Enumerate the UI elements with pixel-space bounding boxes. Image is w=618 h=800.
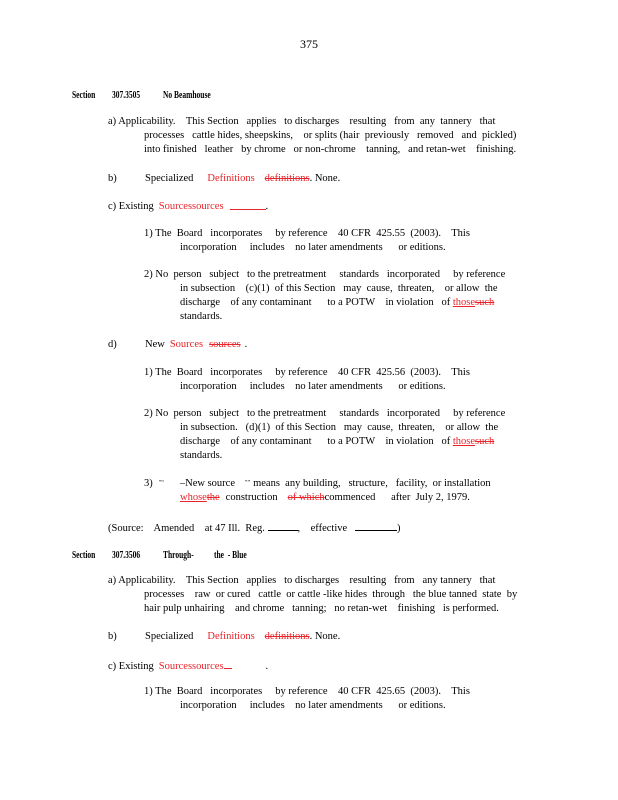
inserted-text: Definitions	[207, 173, 255, 184]
subsection-b-label: b)	[108, 173, 117, 184]
source-note	[108, 519, 401, 535]
source-note-close: )	[397, 523, 401, 534]
blank-line	[268, 519, 298, 531]
underline-extension	[224, 658, 232, 669]
inserted-text: Sources	[169, 339, 204, 350]
item-c1-line1: 1) The Board incorporates by reference 40 CFR 425.55 (2003). This	[144, 228, 470, 239]
subsection-b-text	[145, 172, 340, 185]
subsection-c-line	[108, 200, 268, 213]
item-d2-line4: standards.	[180, 450, 223, 461]
subsection-c-line	[108, 658, 268, 673]
deleted-text: of which	[287, 492, 325, 503]
item-c2-line1: 2) No person subject to the pretreatment standards incorporated by reference	[144, 269, 506, 280]
item-c2-line2: in subsection (c)(1) of this Section may cause, threaten, or allow the	[180, 283, 498, 294]
item-d3-text: construction	[225, 492, 278, 503]
subsection-d-tail: .	[244, 339, 248, 350]
subsection-a-line1: a) Applicability. This Section applies to discharges resulting from any tannery that	[108, 575, 496, 586]
deleted-text: the	[206, 492, 220, 503]
source-note-effective: , effective	[297, 523, 348, 534]
subsection-c-tail: .	[265, 201, 269, 212]
inserted-text: Definitions	[207, 631, 255, 642]
item-c2-line4: standards.	[180, 311, 223, 322]
item-d3-definition: means any building, structure, facility, or installation	[253, 478, 491, 489]
item-d2-line3	[180, 435, 494, 448]
item-d3-label: 3)	[144, 478, 153, 489]
deleted-text: definitions	[264, 173, 310, 184]
subsection-b-prefix: Specialized	[145, 173, 194, 184]
section-title-part2: the - Blue	[214, 548, 247, 561]
subsection-d-prefix: New	[145, 339, 165, 350]
item-d1-line2: incorporation includes no later amendments or editions.	[180, 381, 446, 392]
subsection-d-text	[145, 338, 247, 351]
item-d3-text-end: commenced after July 2, 1979.	[324, 492, 470, 503]
quote-mark: "”	[244, 480, 251, 486]
item-d2-line2: in subsection. (d)(1) of this Section may cause, threaten, or allow the	[180, 422, 499, 433]
item-c1-line1: 1) The Board incorporates by reference 40 CFR 425.65 (2003). This	[144, 686, 470, 697]
subsection-b-suffix: . None.	[309, 631, 341, 642]
item-d1-line1: 1) The Board incorporates by reference 40 CFR 425.56 (2003). This	[144, 367, 470, 378]
subsection-b-prefix: Specialized	[145, 631, 194, 642]
subsection-b-text	[145, 630, 340, 643]
deleted-text: definitions	[264, 631, 310, 642]
subsection-a-line2: processes cattle hides, sheepskins, or splits (hair previously removed and pickled)	[144, 130, 517, 141]
item-d3-line2	[180, 491, 470, 504]
item-c1-line2: incorporation includes no later amendments or editions.	[180, 700, 446, 711]
section-title-part1: Through-	[163, 548, 194, 561]
subsection-c-label: c) Existing	[108, 661, 154, 672]
subsection-c-tail: .	[265, 661, 269, 672]
section-label: Section	[72, 548, 96, 561]
item-d2-line3-text: discharge of any contaminant to a POTW in violation of	[180, 436, 451, 447]
section-title: No Beamhouse	[163, 88, 211, 101]
deleted-text: such	[475, 436, 495, 447]
subsection-a-line3: into finished leather by chrome or non-chrome tanning, and retan-wet finishing.	[144, 144, 517, 155]
item-d3-line1	[144, 477, 491, 490]
source-note-text: (Source: Amended at 47 Ill. Reg.	[108, 523, 265, 534]
section-number: 307.3505	[112, 88, 141, 101]
page-number: 375	[300, 37, 318, 51]
subsection-a-line3: hair pulp unhairing and chrome tanning; no retan-wet finishing is performed.	[144, 603, 499, 614]
subsection-b-suffix: . None.	[309, 173, 341, 184]
inserted-text: those	[452, 436, 476, 447]
subsection-d-label: d)	[108, 339, 117, 350]
section-number: 307.3506	[112, 548, 141, 561]
deleted-text: such	[475, 297, 495, 308]
deleted-text: sources	[209, 339, 241, 350]
subsection-c-label: c) Existing	[108, 201, 154, 212]
inserted-text: Sourcessources	[158, 661, 224, 672]
section-label: Section	[72, 88, 96, 101]
blank-line	[355, 519, 397, 531]
inserted-text: whose	[180, 492, 207, 503]
item-d3-term: –New source	[179, 478, 235, 489]
subsection-b-label: b)	[108, 631, 117, 642]
item-c1-line2: incorporation includes no later amendments or editions.	[180, 242, 446, 253]
subsection-a-line1: a) Applicability. This Section applies to discharges resulting from any tannery that	[108, 116, 496, 127]
subsection-a-line2: processes raw or cured cattle or cattle -like hides through the blue tanned state by	[144, 589, 518, 600]
item-c2-line3	[180, 296, 494, 309]
item-d2-line1: 2) No person subject to the pretreatment standards incorporated by reference	[144, 408, 506, 419]
item-c2-line3-text: discharge of any contaminant to a POTW in violation of	[180, 297, 451, 308]
quote-mark: "“	[158, 480, 164, 486]
inserted-text: those	[452, 297, 476, 308]
inserted-text: Sourcessources	[158, 201, 224, 212]
deleted-blank	[230, 203, 266, 210]
